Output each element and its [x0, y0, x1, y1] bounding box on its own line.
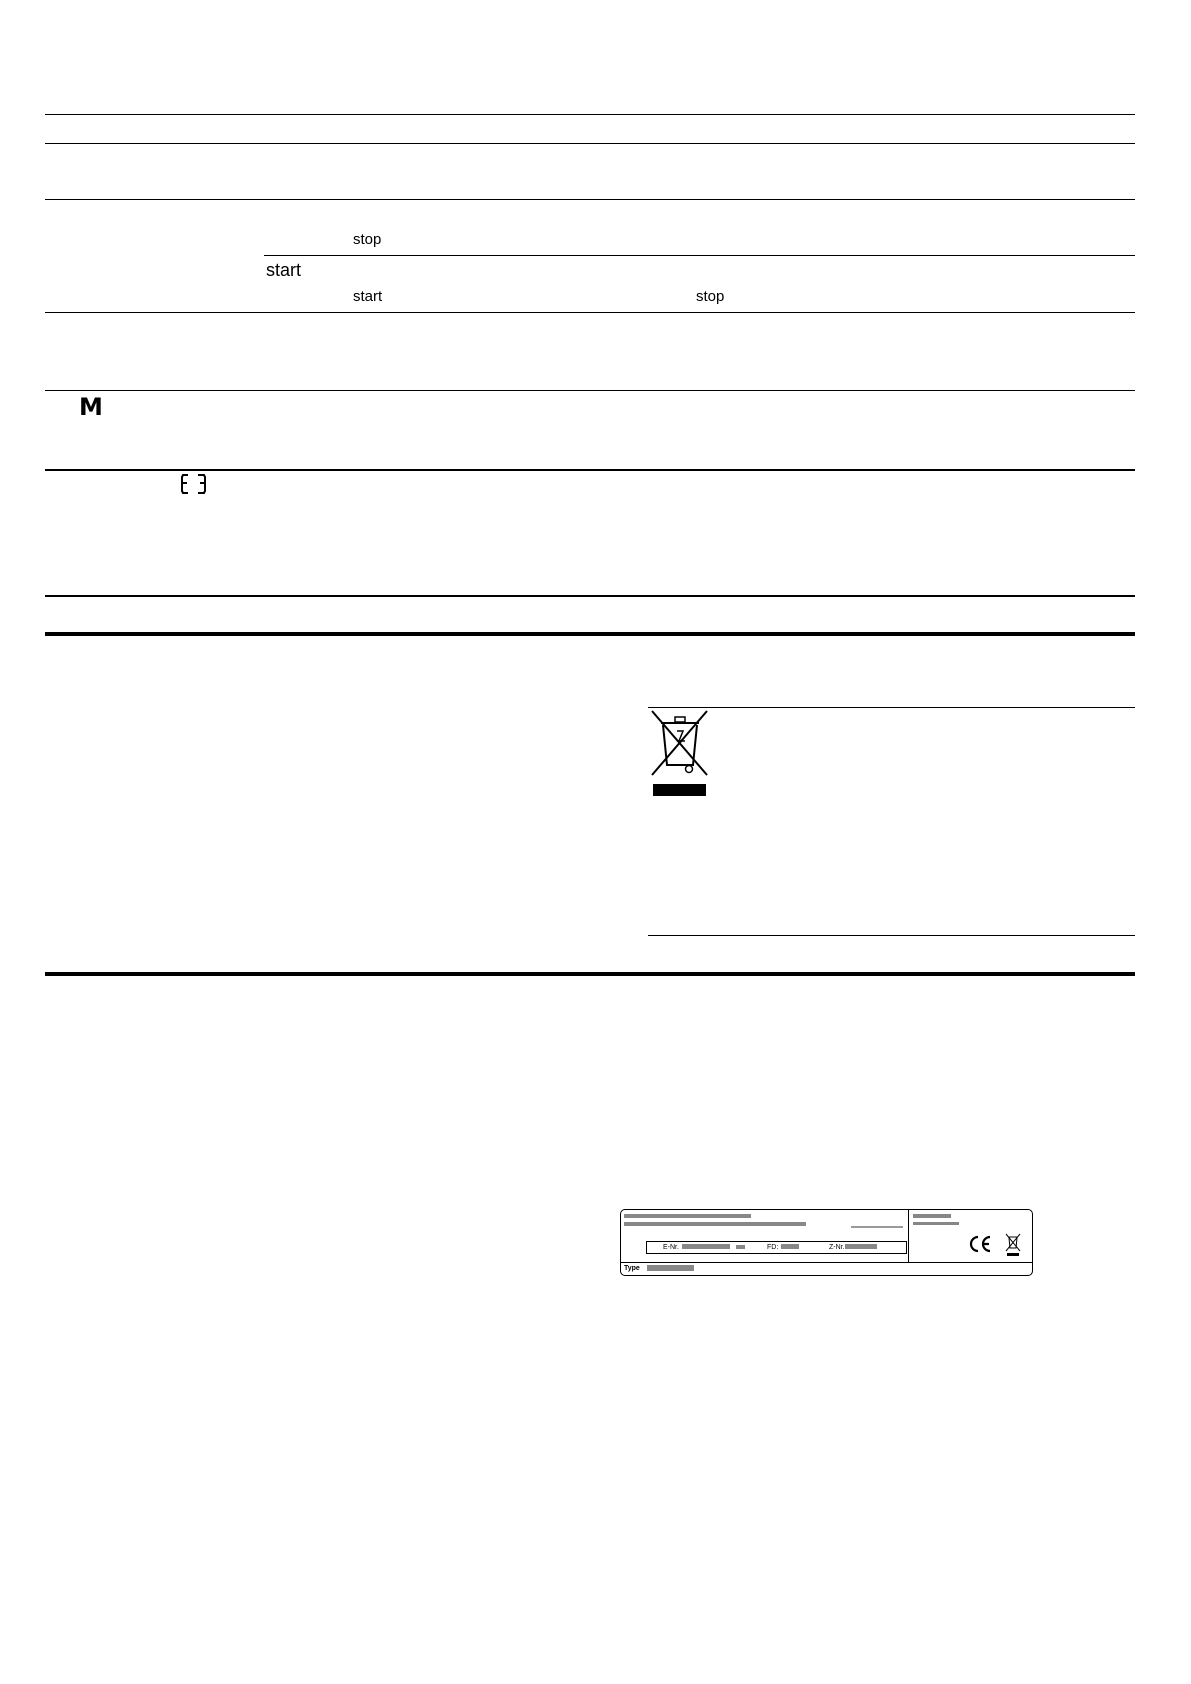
table-rule-3 [45, 199, 1135, 200]
table-rule-2 [45, 143, 1135, 144]
table-rule-7 [45, 595, 1135, 597]
start-label: start [353, 288, 383, 305]
rating-plate-divider [908, 1210, 909, 1262]
m-display-symbol: M [79, 393, 103, 421]
disposal-rule-top [648, 707, 1135, 708]
ce-mark-icon [967, 1235, 993, 1253]
rating-plate-type-rule [621, 1262, 1032, 1263]
table-rule-4 [45, 312, 1135, 313]
type-label: Type [624, 1265, 640, 1272]
table-rule-top [45, 114, 1135, 115]
znr-value-pattern [845, 1244, 881, 1250]
section-rule-bottom-2 [45, 972, 1135, 976]
rating-plate-text-pattern [624, 1212, 904, 1228]
crossed-out-wheeled-bin-icon [649, 709, 711, 797]
enr-value-pattern [682, 1244, 748, 1250]
table-rule-5 [45, 390, 1135, 391]
table-rule-sub [264, 255, 1135, 256]
rating-plate-right-pattern [913, 1214, 963, 1226]
stop-label-2: stop [696, 288, 725, 305]
start-label-large: start [266, 260, 302, 280]
rating-plate [620, 1209, 1033, 1276]
stop-label: stop [353, 231, 382, 248]
weee-bin-icon [1005, 1233, 1021, 1257]
type-value-pattern [647, 1265, 697, 1272]
znr-label: Z-Nr. [829, 1244, 845, 1251]
fd-value-pattern [781, 1244, 801, 1250]
disposal-rule-bottom [648, 935, 1135, 936]
table-rule-6 [45, 469, 1135, 471]
enr-label: E-Nr. [663, 1244, 679, 1251]
fd-label: FD: [767, 1244, 779, 1251]
e3-display-symbol [180, 473, 208, 495]
rating-plate-id-box [646, 1241, 907, 1254]
section-rule-bottom-1 [45, 632, 1135, 636]
